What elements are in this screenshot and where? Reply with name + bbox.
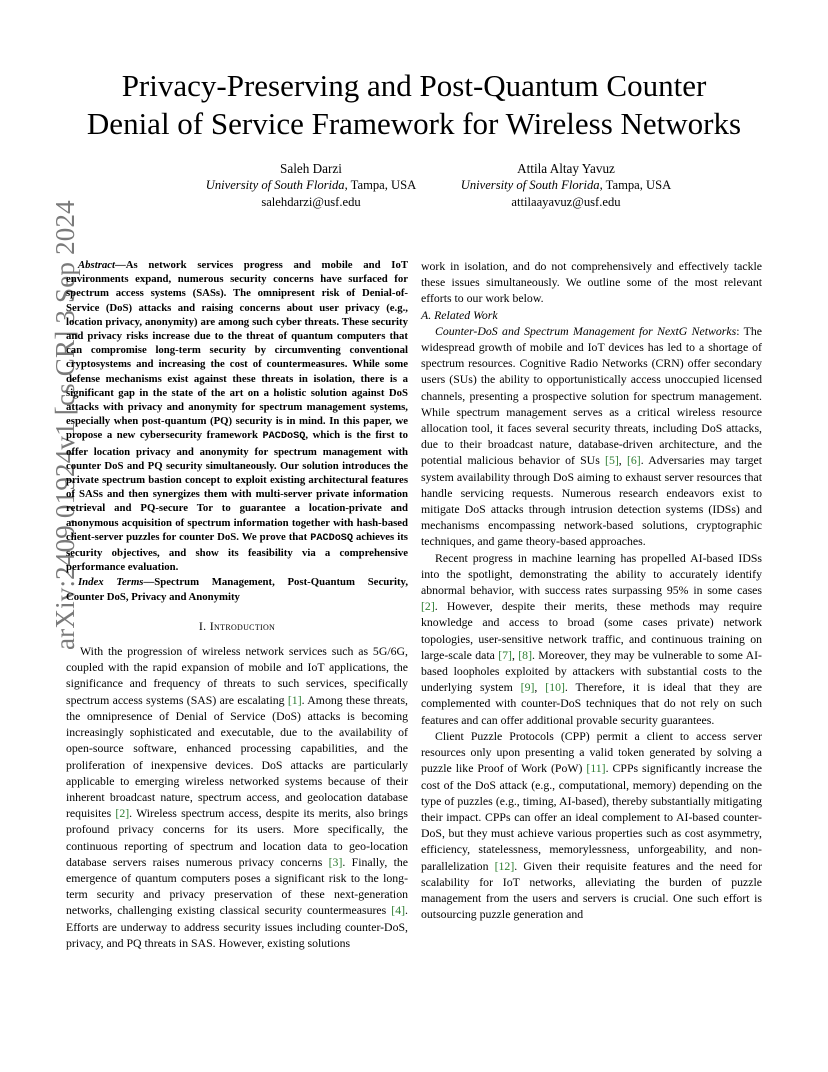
index-terms-lead: Index Terms xyxy=(78,576,144,589)
paragraph-text: , xyxy=(534,680,546,695)
paragraph-text: . However, despite their merits, these methods may require knowledge and access to broad (some cases private) network topologies, user-sensitive network traffic, and continuous training on large-scale data xyxy=(421,599,762,662)
abstract-lead: Abstract xyxy=(78,259,116,271)
paragraph-text: , xyxy=(511,647,519,662)
author-name: Saleh Darzi xyxy=(280,161,342,176)
related-work-paragraph-2 xyxy=(421,550,762,728)
paragraph-text: . Given their requisite features and the need for scalability for IoT networks, alleviating the burden of puzzle management from the users and servers is crucial. One such effort is outsourcing puzzle generation and xyxy=(421,858,762,922)
left-column xyxy=(66,258,408,951)
intro-continuation: work in isolation, and do not comprehensively and effectively tackle these issues simultaneously. We outline some of the most relevant efforts to our work below. xyxy=(421,259,762,306)
citation-link[interactable]: [11] xyxy=(586,761,606,776)
related-work-paragraph-3 xyxy=(421,728,762,922)
paragraph-text: . CPPs significantly increase the cost of the DoS attack (e.g., computational, memory) depending on the type of puzzles (e.g., timing, AI-based), thereby substantially mitigating their impact. CPPs can offer an ideal complement to AI-based counter-DoS, but they must achieve various properties such as cost asymmetry, efficiency, statelessness, memorylessness, unforgeability, and non-parallelization xyxy=(421,761,762,873)
author-email: salehdarzi@usf.edu xyxy=(261,195,361,209)
author-location: , Tampa, USA xyxy=(344,178,417,192)
author-location: , Tampa, USA xyxy=(599,178,672,192)
intro-paragraph xyxy=(66,643,408,951)
author-university: University of South Florida xyxy=(205,178,345,192)
intro-text: . Among these threats, the omnipresence of Denial of Service (DoS) attacks is becoming increasingly sophisticated and executable, due to the availability of open-source software, enhanced processing capabilities, and the proliferation of inexpensive devices. DoS attacks are particularly applicable to emerging wireless networked systems because of their inherent broadcast nature, spectrum access, and geolocation database requisites xyxy=(66,692,408,821)
right-column xyxy=(421,258,762,922)
abstract-text: —As network services progress and mobile and IoT environments expand, numerous security concerns have surfaced for spectrum access systems (SASs). The omnipresent risk of Denial-of-Service (DoS) attacks and raising concerns about user privacy (e.g., location privacy, anonymity) are among such cyber threats. These security and privacy risks increase due to the threat of quantum computers that can compromise long-term security by circumventing conventional cryptosystems and increasing the cost of countermeasures. While some defense mechanisms exist against these threats in isolation, there is a significant gap in the state of the art on a holistic solution against DoS attacks with privacy and anonymity for spectrum management systems, especially when post-quantum (PQ) security is in mind. In this paper, we propose a new cybersecurity framework xyxy=(66,259,408,442)
citation-link[interactable]: [6] xyxy=(626,453,641,468)
citation-link[interactable]: [12] xyxy=(494,858,515,873)
abstract-text: achieves its security objectives, and show its feasibility via a comprehensive performance evaluation. xyxy=(66,530,408,574)
paragraph-text: . Adversaries may target system availability through DoS aiming to exhaust server resources that handle servicing requests. Numerous research endeavors exist to mitigate DoS attacks through intrusion detection systems (IDSs) and mechanisms encompassing network-based solutions, cryptographic techniques, and game theory-based approaches. xyxy=(421,453,762,549)
paragraph-text: . Moreover, they may be vulnerable to some AI-based loopholes exploited by attackers with substantial costs to the underlying system xyxy=(421,647,762,695)
citation-link[interactable]: [4] xyxy=(391,903,406,918)
author-name: Attila Altay Yavuz xyxy=(517,161,615,176)
intro-text: With the progression of wireless network services such as 5G/6G, coupled with the rapid expansion of mobile and IoT applications, the significance and frequency of threats to such services, specifically spectrum access systems (SAS) are escalating xyxy=(66,644,408,707)
paragraph-text: in some cases xyxy=(688,583,762,598)
arxiv-identifier-stamp: arXiv:2409.01924v1 [cs.CR] 3 Sep 2024 xyxy=(50,200,80,650)
section-heading-introduction: I. Introduction xyxy=(198,618,276,633)
paragraph-text: : The widespread growth of mobile and IoT devices has led to a shortage of spectrum resources. Cognitive Radio Networks (CRN) offer secondary users (SUs) the ability to opportunistically access unoccupied licensed channels, presenting a prospective solution for spectrum management. While spectrum management serves as a critical wireless resource allocation tool, it faces several security threats, including DoS attacks, due to their broadcast nature, database-driven architecture, and the potential malicious behavior of SUs xyxy=(421,323,762,468)
citation-link[interactable]: [3] xyxy=(328,854,343,869)
index-terms xyxy=(66,575,408,603)
abstract xyxy=(66,258,408,574)
paragraph-text: Recent progress in machine learning has propelled AI-based IDSs into the spotlight, demonstrating the ability to accurately identify abnormal behavior, with success rates surpassing xyxy=(421,550,762,598)
citation-link[interactable]: [8] xyxy=(518,647,533,662)
intro-text: . Wireless spectrum access, despite its merits, also brings profound privacy concerns for its users. More specifically, the continuous reporting of spectrum and location data to geo-location database servers raises numerous privacy concerns xyxy=(66,806,408,869)
citation-link[interactable]: [9] xyxy=(520,680,535,695)
index-terms-text: —Spectrum Management, Post-Quantum Security, Counter DoS, Privacy and Anonymity xyxy=(66,576,409,603)
citation-link[interactable]: [2] xyxy=(421,599,435,614)
intro-text: . Finally, the emergence of quantum computers poses a significant risk to the long-term security and privacy preservation of these next-generation networks, challenging existing classical security countermeasures xyxy=(66,854,408,918)
intro-text: . Efforts are underway to address security issues including counter-DoS, privacy, and PQ threats in SAS. However, existing solutions xyxy=(66,903,408,950)
author-block-2 xyxy=(406,160,726,211)
paragraph-text: , xyxy=(618,453,627,468)
subsection-heading-related-work: A. Related Work xyxy=(421,307,498,322)
paragraph-text: . Therefore, it is ideal that they are complemented with counter-DoS techniques that do not rely on such features and can offer additional provable security guarantees. xyxy=(421,680,763,727)
author-email: attilaayavuz@usf.edu xyxy=(511,195,621,209)
abstract-text: , which is the first to offer location privacy and anonymity for spectrum management with counter DoS and PQ security simultaneously. Our solution introduces the private spectrum bastion concept to exploit existing architectural features of SASs and then synergizes them with multi-server private information retrieval and PQ-secure Tor to guarantee a location-private and anonymous acquisition of spectrum information together with hash-based client-server puzzles for counter DoS. We prove that xyxy=(66,429,408,543)
framework-name: PACDoSQ xyxy=(262,431,306,443)
title-line-1: Privacy-Preserving and Post-Quantum Counter xyxy=(121,68,707,103)
percentage-value: 95% xyxy=(666,583,689,598)
citation-link[interactable]: [10] xyxy=(545,680,565,695)
related-work-paragraph-1 xyxy=(421,323,762,550)
citation-link[interactable]: [5] xyxy=(605,453,619,468)
framework-name: PACDoSQ xyxy=(310,532,354,544)
title-line-2: Denial of Service Framework for Wireless Networks xyxy=(86,106,742,141)
author-university: University of South Florida xyxy=(460,178,600,192)
citation-link[interactable]: [2] xyxy=(115,806,130,821)
paragraph-lead: Counter-DoS and Spectrum Management for NextG Networks xyxy=(435,323,737,338)
citation-link[interactable]: [1] xyxy=(287,692,302,707)
paragraph-text: Client Puzzle Protocols (CPP) permit a client to access server resources only upon presenting a valid token generated by solving a puzzle like Proof of Work (PoW) xyxy=(421,728,762,776)
author-affiliation xyxy=(406,177,726,194)
paper-title xyxy=(40,67,788,143)
citation-link[interactable]: [7] xyxy=(498,647,512,662)
